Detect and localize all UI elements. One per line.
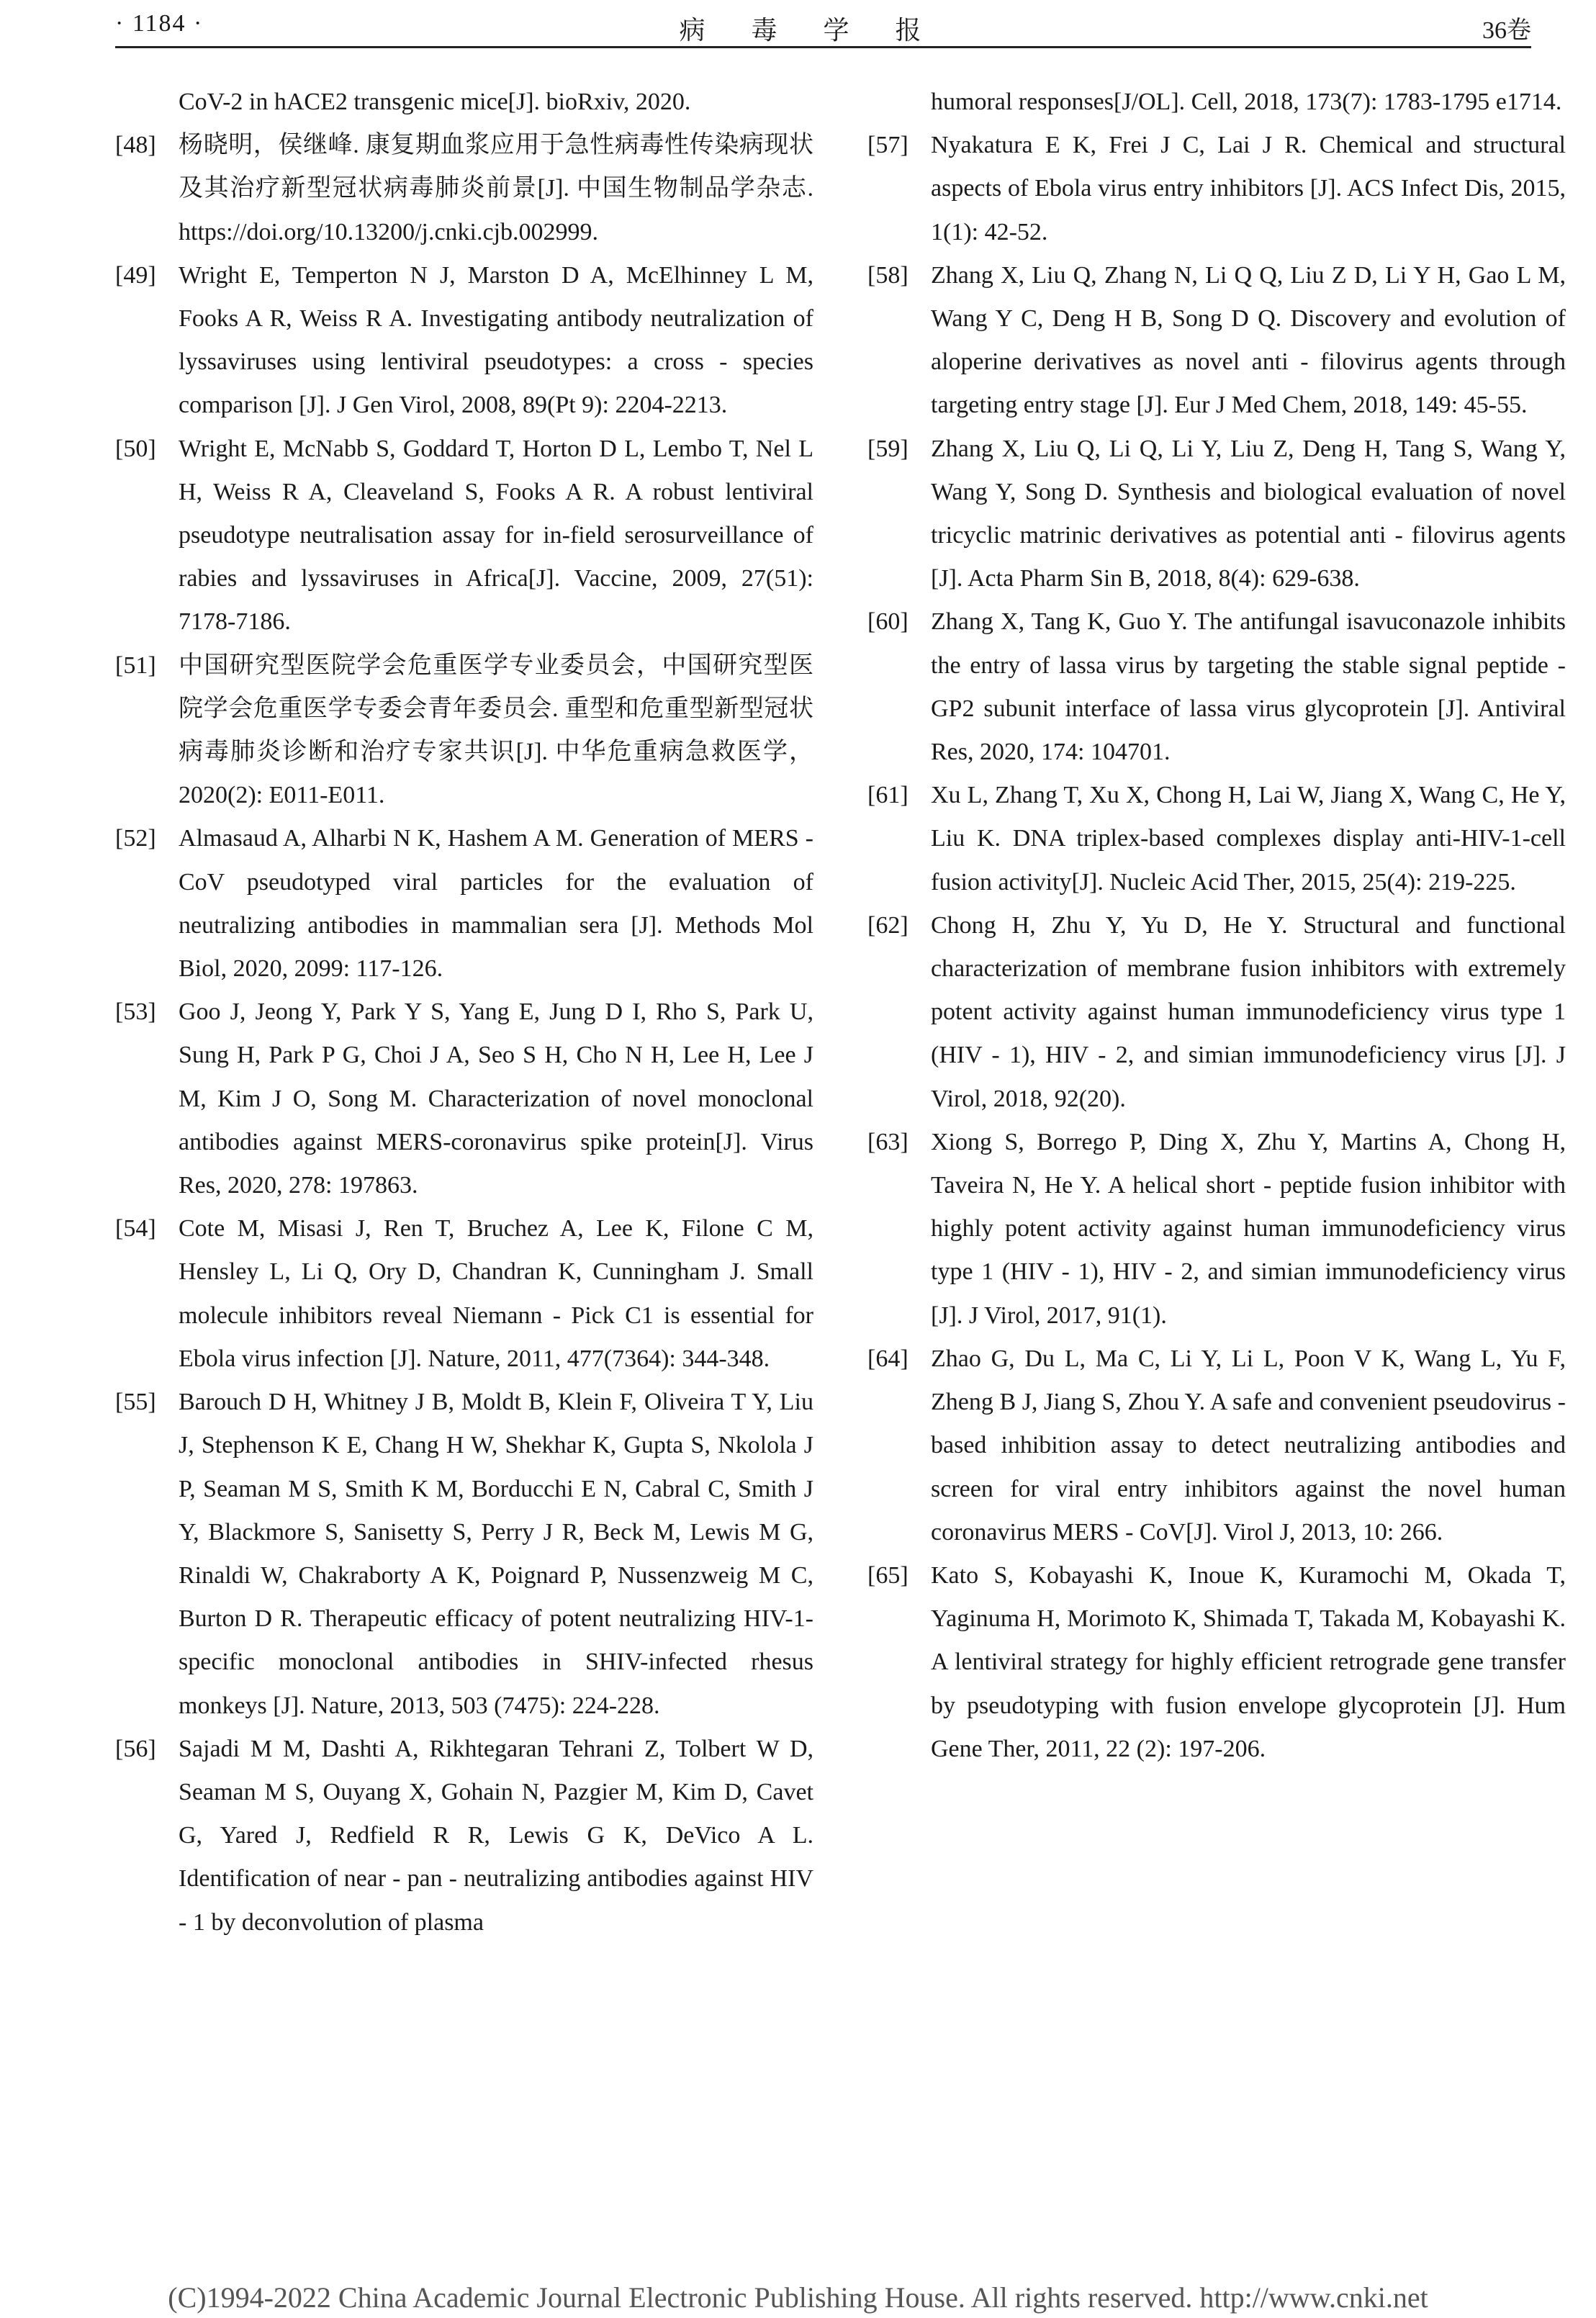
reference-number: [60] <box>867 608 909 636</box>
reference-number: [62] <box>867 911 909 939</box>
reference-text: Xu L, Zhang T, Xu X, Chong H, Lai W, Jiang X, Wang C, He Y, Liu K. DNA triplex-based complexes display anti-HIV-1-cell fusion activity[J]. Nucleic Acid Ther, 2015, 25(4): 219-225. <box>931 782 1566 896</box>
reference-number: [52] <box>115 825 156 852</box>
reference-53 <box>115 991 813 1207</box>
reference-number: [57] <box>867 132 909 159</box>
reference-48 <box>115 124 813 254</box>
reference-text: Cote M, Misasi J, Ren T, Bruchez A, Lee K, Filone C M, Hensley L, Li Q, Ory D, Chandran K, Cunningham J. Small molecule inhibitors reveal Niemann - Pick C1 is essential for Ebola virus infection [J]. Nature, 2011, 477(7364): 344-348. <box>179 1215 813 1372</box>
reference-text: Zhang X, Liu Q, Li Q, Li Y, Liu Z, Deng H, Tang S, Wang Y, Wang Y, Song D. Synthesis and biological evaluation of novel tricyclic matrinic derivatives as potential anti - filovirus agents [J]. Acta Pharm Sin B, 2018, 8(4): 629-638. <box>931 435 1566 592</box>
reference-number: [53] <box>115 998 156 1026</box>
reference-text: Nyakatura E K, Frei J C, Lai J R. Chemical and structural aspects of Ebola virus entry inhibitors [J]. ACS Infect Dis, 2015, 1(1): 42-52. <box>931 132 1566 245</box>
reference-text: Sajadi M M, Dashti A, Rikhtegaran Tehrani Z, Tolbert W D, Seaman M S, Ouyang X, Gohain N, Pazgier M, Kim D, Cavet G, Yared J, Redfield R R, Lewis G K, DeVico A L. Identification of near - pan - neutralizing antibodies against HIV - 1 by deconvolution of plasma <box>179 1735 813 1936</box>
reference-57 <box>867 124 1566 254</box>
reference-59 <box>867 428 1566 601</box>
reference-text: Zhang X, Tang K, Guo Y. The antifungal isavuconazole inhibits the entry of lassa virus by targeting the stable signal peptide - GP2 subunit interface of lassa virus glycoprotein [J]. Antiviral Res, 2020, 174: 104701. <box>931 608 1566 766</box>
reference-text: 杨晓明，侯继峰. 康复期血浆应用于急性病毒性传染病现状及其治疗新型冠状病毒肺炎前景[J]. 中国生物制品学杂志. https://doi.org/10.13200/j.cnki.cjb.002999. <box>179 132 813 245</box>
reference-text: Wright E, Temperton N J, Marston D A, McElhinney L M, Fooks A R, Weiss R A. Investigating antibody neutralization of lyssaviruses using lentiviral pseudotypes: a cross - species comparison [J]. J Gen Virol, 2008, 89(Pt 9): 2204-2213. <box>179 261 813 419</box>
reference-number: [50] <box>115 435 156 462</box>
reference-49 <box>115 254 813 428</box>
reference-63 <box>867 1121 1566 1338</box>
reference-number: [63] <box>867 1128 909 1155</box>
reference-52 <box>115 817 813 991</box>
reference-text: Almasaud A, Alharbi N K, Hashem A M. Generation of MERS - CoV pseudotyped viral particles for the evaluation of neutralizing antibodies in mammalian sera [J]. Methods Mol Biol, 2020, 2099: 117-126. <box>179 825 813 983</box>
copyright-footer: (C)1994-2022 China Academic Journal Electronic Publishing House. All rights reserved. http://www.cnki.net <box>168 2281 1428 2314</box>
volume-label: 36卷 <box>1482 17 1531 44</box>
left-column <box>115 81 813 1944</box>
reference-continuation: humoral responses[J/OL]. Cell, 2018, 173(7): 1783-1795 e1714. <box>931 89 1562 115</box>
reference-number: [59] <box>867 435 909 462</box>
reference-text: Kato S, Kobayashi K, Inoue K, Kuramochi M, Okada T, Yaginuma H, Morimoto K, Shimada T, Takada M, Kobayashi K. A lentiviral strategy for highly efficient retrograde gene transfer by pseudotyping with fusion envelope glycoprotein [J]. Hum Gene Ther, 2011, 22 (2): 197-206. <box>931 1561 1566 1762</box>
reference-51 <box>115 644 813 818</box>
reference-54 <box>115 1207 813 1381</box>
reference-number: [58] <box>867 261 909 289</box>
reference-61 <box>867 774 1566 904</box>
reference-number: [61] <box>867 782 909 809</box>
reference-text: Chong H, Zhu Y, Yu D, He Y. Structural and functional characterization of membrane fusion inhibitors with extremely potent activity against human immunodeficiency virus type 1 (HIV - 1), HIV - 2, and simian immunodeficiency virus [J]. J Virol, 2018, 92(20). <box>931 911 1566 1112</box>
reference-text: Zhang X, Liu Q, Zhang N, Li Q Q, Liu Z D, Li Y H, Gao L M, Wang Y C, Deng H B, Song D Q. Discovery and evolution of aloperine derivatives as novel anti - filovirus agents through targeting entry stage [J]. Eur J Med Chem, 2018, 149: 45-55. <box>931 261 1566 419</box>
reference-56 <box>115 1728 813 1944</box>
reference-58 <box>867 254 1566 428</box>
reference-text: Wright E, McNabb S, Goddard T, Horton D L, Lembo T, Nel L H, Weiss R A, Cleaveland S, Fooks A R. A robust lentiviral pseudotype neutralisation assay for in-field serosurveillance of rabies and lyssaviruses in Africa[J]. Vaccine, 2009, 27(51): 7178-7186. <box>179 435 813 636</box>
reference-text: Goo J, Jeong Y, Park Y S, Yang E, Jung D I, Rho S, Park U, Sung H, Park P G, Choi J A, Seo S H, Cho N H, Lee H, Lee J M, Kim J O, Song M. Characterization of novel monoclonal antibodies against MERS-coronavirus spike protein[J]. Virus Res, 2020, 278: 197863. <box>179 998 813 1199</box>
page-number: · 1184 · <box>115 10 204 37</box>
page-header <box>115 6 1531 48</box>
journal-title: 病毒学报 <box>679 16 968 45</box>
reference-text: 中国研究型医院学会危重医学专业委员会，中国研究型医院学会危重医学专委会青年委员会. 重型和危重型新型冠状病毒肺炎诊断和治疗专家共识[J]. 中华危重病急救医学，2020(2): E011-E011. <box>179 651 813 809</box>
reference-number: [55] <box>115 1389 156 1416</box>
reference-60 <box>867 600 1566 774</box>
reference-number: [65] <box>867 1561 909 1589</box>
reference-number: [56] <box>115 1735 156 1762</box>
reference-continuation: CoV-2 in hACE2 transgenic mice[J]. bioRxiv, 2020. <box>179 89 691 115</box>
reference-62 <box>867 904 1566 1121</box>
reference-64 <box>867 1338 1566 1554</box>
reference-number: [54] <box>115 1215 156 1243</box>
reference-text: Zhao G, Du L, Ma C, Li Y, Li L, Poon V K, Wang L, Yu F, Zheng B J, Jiang S, Zhou Y. A safe and convenient pseudovirus - based inhibition assay to detect neutralizing antibodies and screen for viral entry inhibitors against the novel human coronavirus MERS - CoV[J]. Virol J, 2013, 10: 266. <box>931 1345 1566 1546</box>
reference-50 <box>115 428 813 644</box>
reference-number: [49] <box>115 261 156 289</box>
reference-text: Xiong S, Borrego P, Ding X, Zhu Y, Martins A, Chong H, Taveira N, He Y. A helical short - peptide fusion inhibitor with highly potent activity against human immunodeficiency virus type 1 (HIV - 1), HIV - 2, and simian immunodeficiency virus [J]. J Virol, 2017, 91(1). <box>931 1128 1566 1329</box>
reference-55 <box>115 1381 813 1728</box>
right-column <box>867 81 1566 1771</box>
reference-number: [48] <box>115 132 156 159</box>
reference-number: [51] <box>115 651 156 679</box>
reference-number: [64] <box>867 1345 909 1372</box>
reference-text: Barouch D H, Whitney J B, Moldt B, Klein F, Oliveira T Y, Liu J, Stephenson K E, Chang H W, Shekhar K, Gupta S, Nkolola J P, Seaman M S, Smith K M, Borducchi E N, Cabral C, Smith J Y, Blackmore S, Sanisetty S, Perry J R, Beck M, Lewis M G, Rinaldi W, Chakraborty A K, Poignard P, Nussenzweig M C, Burton D R. Therapeutic efficacy of potent neutralizing HIV-1-specific monoclonal antibodies in SHIV-infected rhesus monkeys [J]. Nature, 2013, 503 (7475): 224-228. <box>179 1389 813 1719</box>
reference-65 <box>867 1554 1566 1771</box>
